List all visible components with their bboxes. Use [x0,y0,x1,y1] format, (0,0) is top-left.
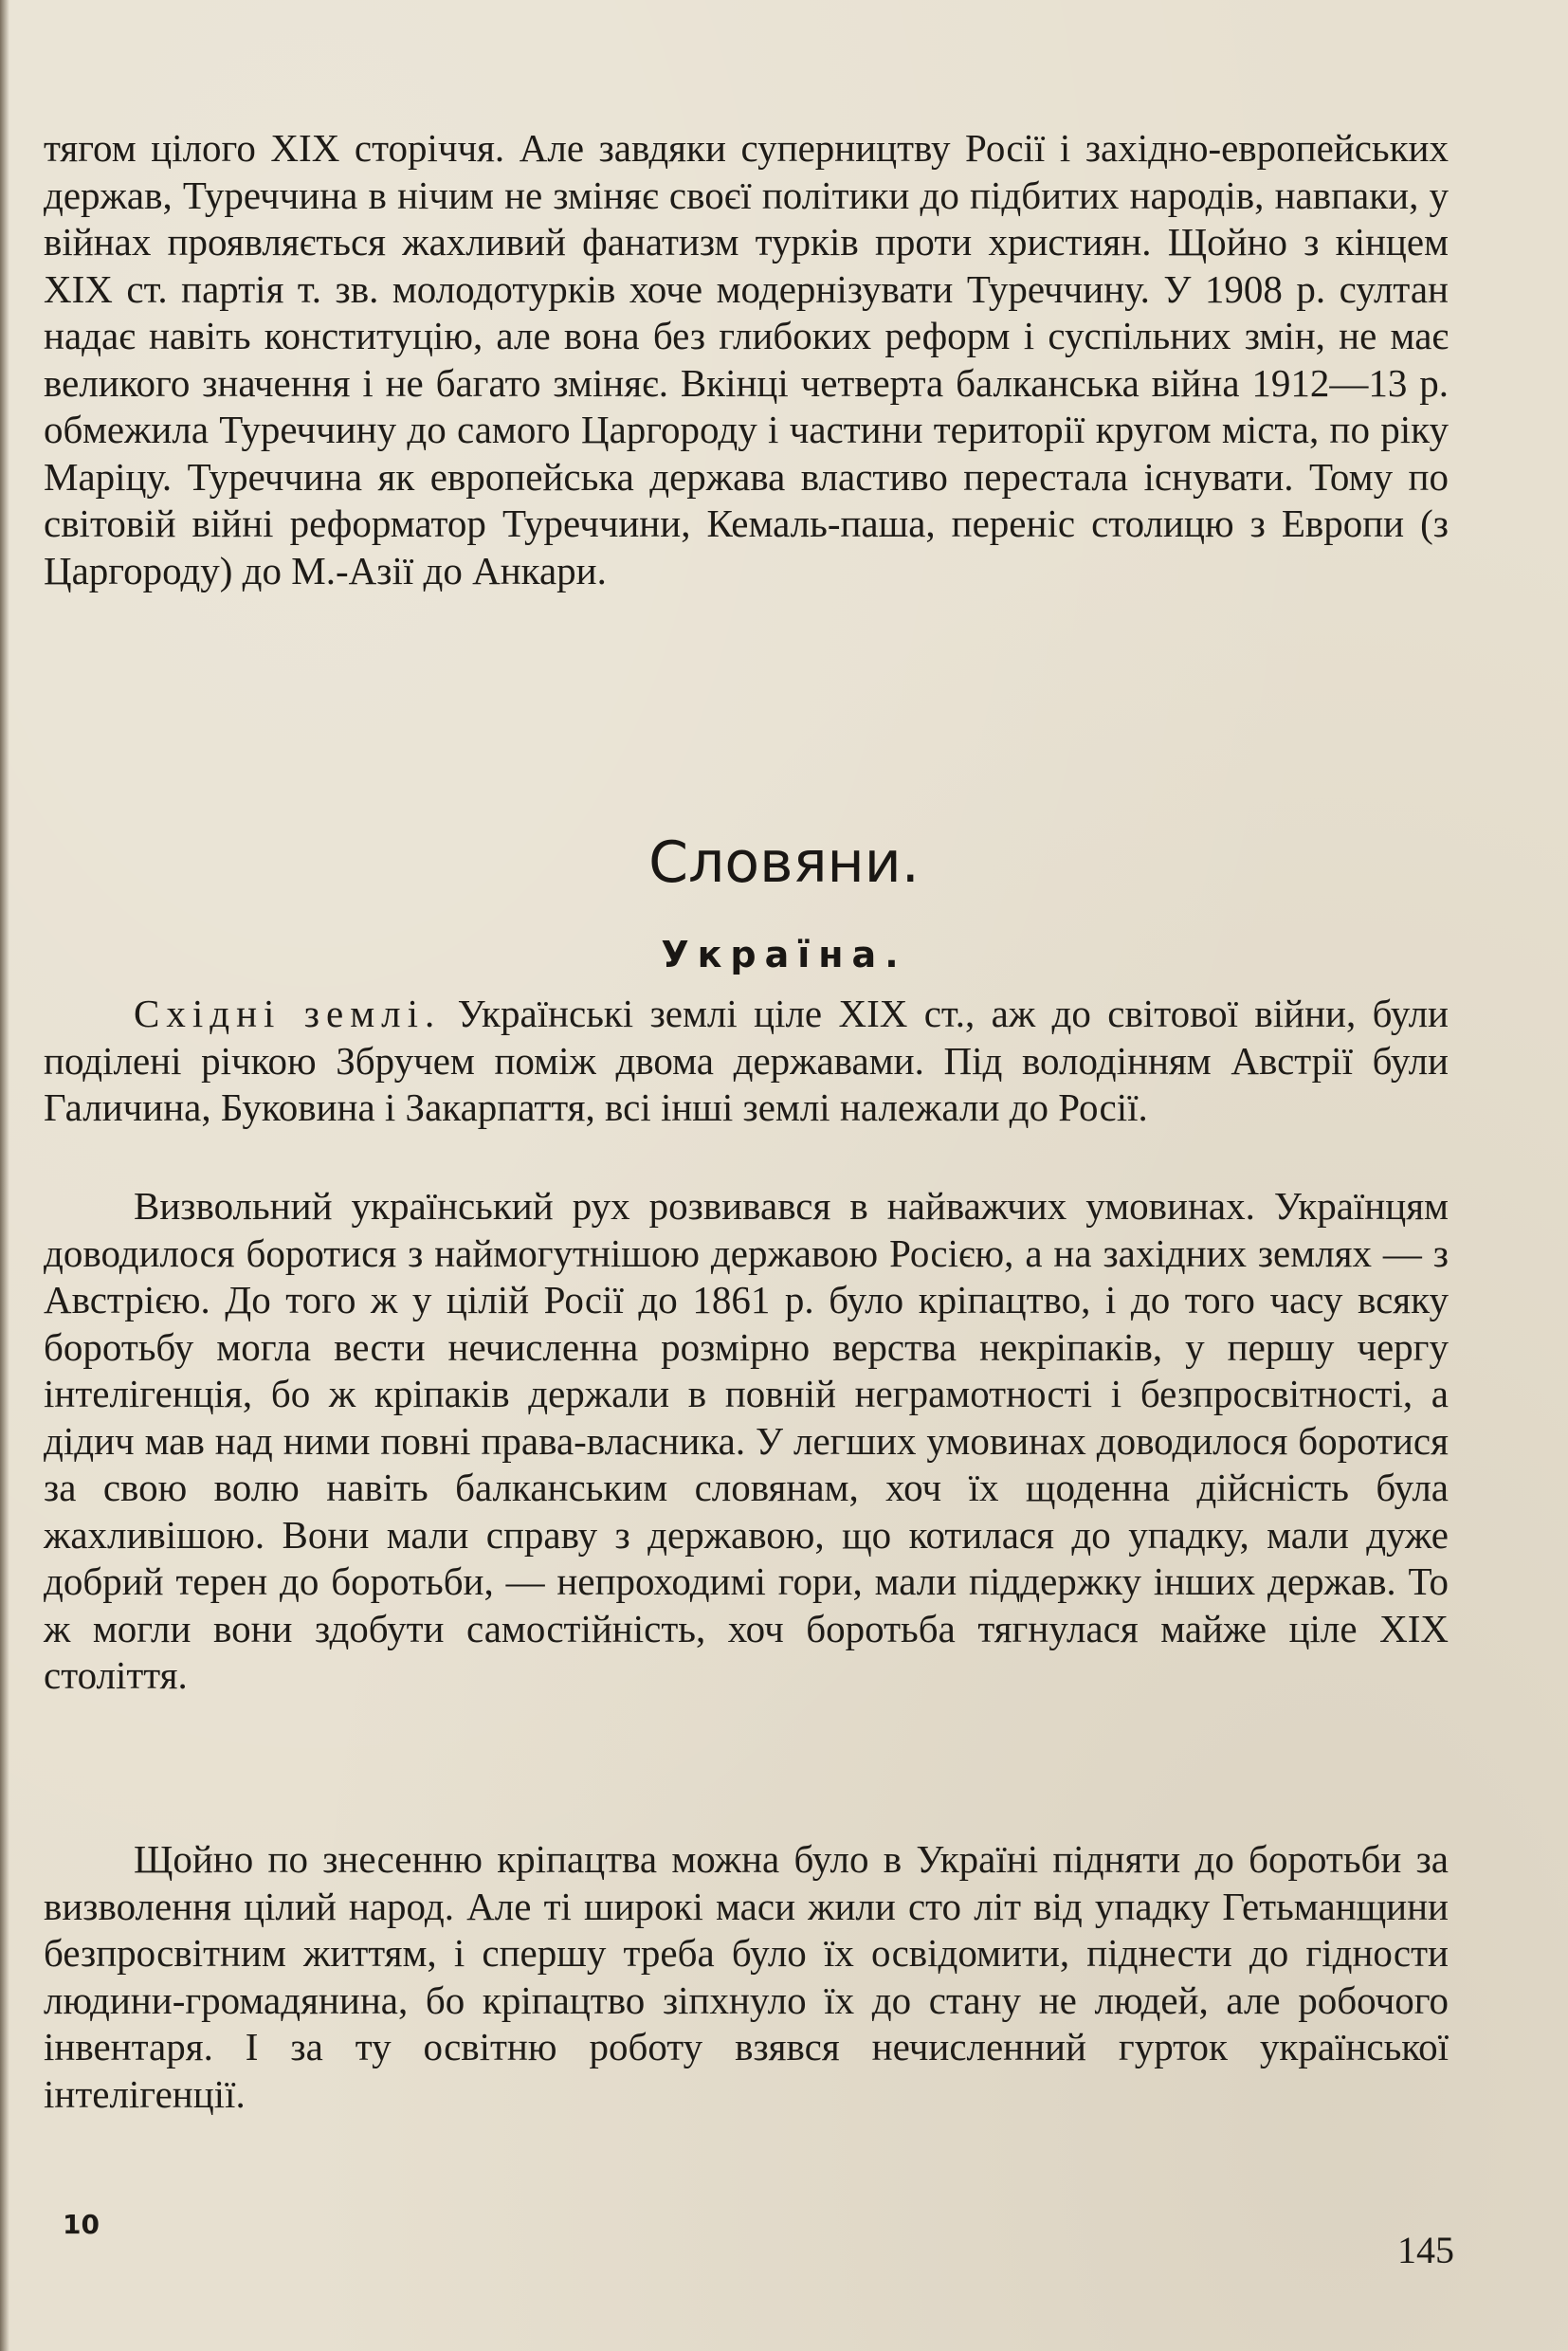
paragraph-lead-spaced: Східні землі. [134,992,442,1035]
paragraph-liberation-movement: Визвольний український рух розвивався в найважчих умовинах. Українцям доводилося боротися з наймогутнішою державою Росією, а на західних землях — з Австрією. До того ж у цілій Росії до 1861 р. було кріпацтво, і до того часу всяку боротьбу могла вести нечисленна розмірно верства некріпаків, у першу чергу інтелігенція, бо ж кріпаків держали в повній неграмотності і безпросвітності, а дідич мав над ними повні права-власника. У легших умовинах доводилося боротися за свою волю навіть балканським словянам, хоч їх щоденна дійсність була жахливішою. Вони мали справу з державою, що котилася до упадку, мали дуже добрий терен до боротьби, — непроходимі гори, мали піддержку інших держав. То ж могли вони здобути самостійність, хоч боротьба тягнулася майже ціле XIX століття. [44,1184,1449,1697]
subsection-title: Україна. [661,934,907,975]
paragraph-serfdom-abolition: Щойно по знесенню кріпацтва можна було в Україні підняти до боротьби за визволення цілий народ. Але ті широкі маси жили сто літ від упадку Гетьманщини безпросвітним життям, і спершу треба було їх освідомити, піднести до гідности людини-громадянина, бо кріпацтво зіпхнуло їх до стану не людей, але робочого інвентаря. І за ту освітню роботу взявся нечисленний гурток української інтелігенції. [44,1837,1449,2116]
paragraph-eastern-lands [44,991,1449,1132]
section-title: Словяни. [648,829,920,896]
paragraph-eastern-lands-text: Українські землі ціле XIX ст., аж до світової війни, були поділені річкою Збручем поміж двома державами. Під володінням Австрії були Галичина, Буковина і Закарпаття, всі інші землі належали до Росії. [44,992,1449,1129]
page-binding-shadow [0,0,9,2351]
signature-mark: 10 [63,2209,100,2240]
page-number: 145 [1397,2229,1454,2271]
paragraph-turkey-end: тягом цілого XIX сторіччя. Але завдяки суперництву Росії і західно-европейських держав, Туреччина в нічим не зміняє своєї політики до підбитих народів, навпаки, у війнах проявляється жахливий фанатизм турків проти християн. Щойно з кінцем XIX ст. партія т. зв. молодотурків хоче модернізувати Туреччину. У 1908 р. султан надає навіть конституцію, але вона без глибоких реформ і суспільних змін, не має великого значення і не багато зміняє. Вкінці четверта балканська війна 1912—13 р. обмежила Туреччину до самого Царгороду і частини території кругом міста, по ріку Маріцу. Туреччина як европейська держава властиво перестала існувати. Тому по світовій війні реформатор Туреччини, Кемаль-паша, переніс столицю з Европи (з Царгороду) до М.-Азії до Анкари. [44,126,1449,592]
